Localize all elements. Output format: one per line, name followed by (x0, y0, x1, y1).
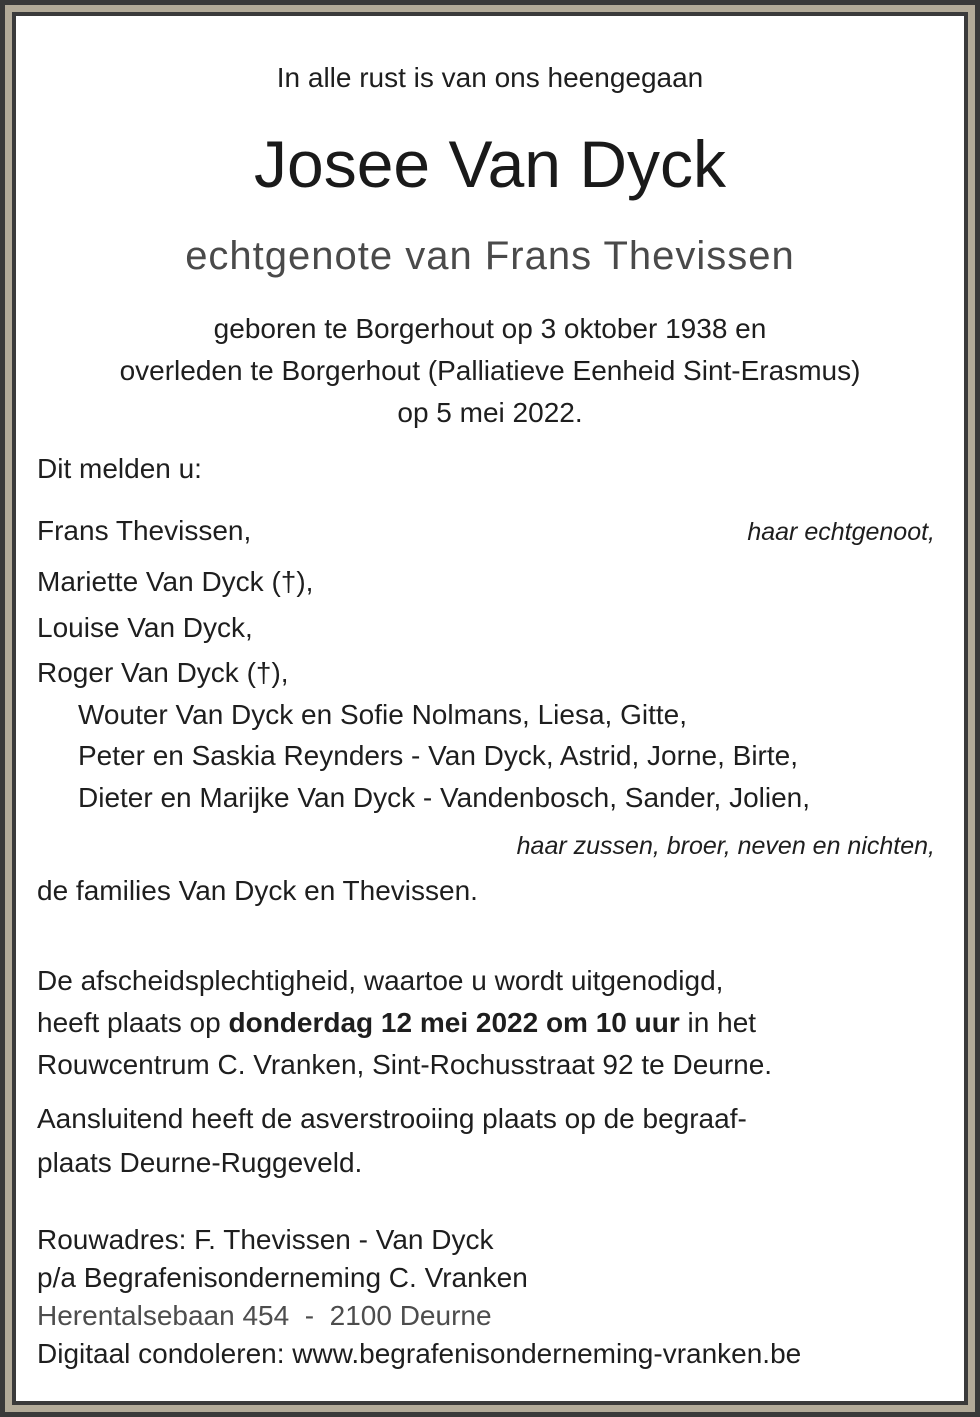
address-line-1: Rouwadres: F. Thevissen - Van Dyck (37, 1224, 494, 1255)
address-line-2: p/a Begrafenisonderneming C. Vranken (37, 1262, 528, 1293)
intro-line: In alle rust is van ons heengegaan (276, 62, 704, 93)
birth-line-2: overleden te Borgerhout (Palliatieve Eenheid Sint-Erasmus) (119, 355, 861, 386)
nephew-line: Peter en Saskia Reynders - Van Dyck, Astrid, Jorne, Birte, (78, 740, 799, 771)
ceremony-line-2 (37, 1006, 756, 1040)
nephew-line: Wouter Van Dyck en Sofie Nolmans, Liesa, Gitte, (78, 699, 688, 730)
ceremony-post: in het (679, 1007, 757, 1038)
nephew-line: Dieter en Marijke Van Dyck - Vandenbosch, Sander, Jolien, (78, 782, 811, 813)
families-line: de families Van Dyck en Thevissen. (37, 875, 478, 906)
husband-name: Frans Thevissen, (37, 515, 252, 546)
ash-scattering-line-1: Aansluitend heeft de asverstrooiing plaats op de begraaf- (37, 1103, 747, 1134)
siblings-role: haar zussen, broer, neven en nichten, (516, 832, 935, 860)
birth-line-1: geboren te Borgerhout op 3 oktober 1938 en (213, 313, 767, 344)
birth-line-3: op 5 mei 2022. (397, 397, 583, 428)
ash-scattering-line-2: plaats Deurne-Ruggeveld. (37, 1147, 363, 1178)
ceremony-line-1: De afscheidsplechtigheid, waartoe u wordt uitgenodigd, (37, 965, 724, 996)
husband-role: haar echtgenoot, (747, 518, 935, 546)
deceased-name: Josee Van Dyck (254, 127, 726, 201)
announcers-intro: Dit melden u: (37, 453, 202, 484)
ceremony-line-3: Rouwcentrum C. Vranken, Sint-Rochusstraat 92 te Deurne. (37, 1049, 773, 1080)
condolence-line: Digitaal condoleren: www.begrafenisonderneming-vranken.be (37, 1338, 802, 1369)
sibling-line: Louise Van Dyck, (37, 612, 253, 643)
sibling-line: Roger Van Dyck (†), (37, 657, 289, 688)
spouse-line: echtgenote van Frans Thevissen (185, 234, 795, 278)
sibling-line: Mariette Van Dyck (†), (37, 566, 314, 597)
ceremony-pre: heeft plaats op (37, 1007, 229, 1038)
ceremony-date: donderdag 12 mei 2022 om 10 uur (228, 1007, 680, 1038)
address-line-3: Herentalsebaan 454 - 2100 Deurne (37, 1300, 492, 1331)
